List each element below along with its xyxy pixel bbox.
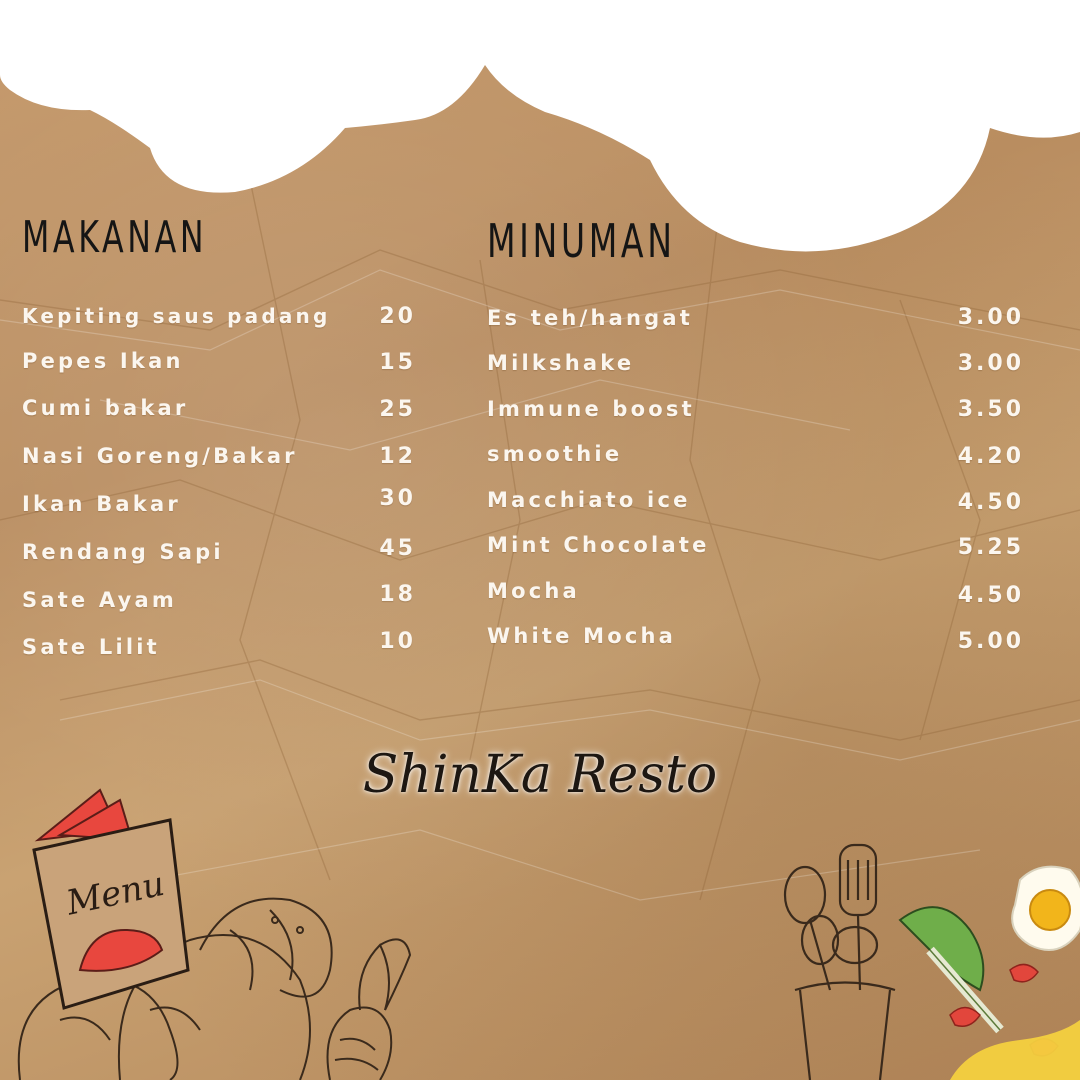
- drink-item-price: 5.25: [957, 535, 1024, 560]
- drink-item-name: Mint Chocolate: [487, 533, 710, 557]
- food-item-price: 12: [379, 444, 416, 469]
- menu-book-icon: [34, 790, 188, 1008]
- drink-item-name: Macchiato ice: [487, 488, 691, 512]
- food-item-name: Rendang Sapi: [22, 540, 224, 564]
- drink-item-price: 3.50: [957, 397, 1024, 422]
- food-item-price: 30: [379, 486, 416, 511]
- kitchen-doodles: [780, 840, 1080, 1080]
- shrimp-icon: [328, 939, 411, 1080]
- drink-item-price: 4.20: [957, 444, 1024, 469]
- bok-choy-icon: [900, 907, 1000, 1030]
- drink-item-price: 4.50: [957, 490, 1024, 515]
- bakery-doodles: [0, 780, 440, 1080]
- minuman-heading: MINUMAN: [487, 214, 676, 268]
- brand-name: ShinKa Resto: [362, 745, 718, 805]
- drink-item-name: smoothie: [487, 442, 623, 466]
- drink-item-name: Immune boost: [487, 397, 695, 421]
- drink-item-price: 3.00: [957, 305, 1024, 330]
- menu-book-label: Menu: [63, 863, 168, 924]
- food-item-name: Kepiting saus padang: [22, 304, 331, 328]
- drink-item-name: Es teh/hangat: [487, 306, 693, 330]
- fried-egg-icon: [1012, 867, 1080, 950]
- food-item-price: 20: [379, 304, 416, 329]
- food-item-price: 25: [379, 397, 416, 422]
- drink-item-price: 3.00: [957, 351, 1024, 376]
- food-item-price: 45: [379, 536, 416, 561]
- drink-item-name: Mocha: [487, 579, 580, 603]
- utensils-jar-icon: [785, 845, 895, 1080]
- drink-item-name: White Mocha: [487, 624, 676, 648]
- food-item-price: 15: [379, 350, 416, 375]
- food-item-name: Sate Lilit: [22, 635, 160, 659]
- food-item-price: 10: [379, 629, 416, 654]
- drink-item-name: Milkshake: [487, 351, 635, 375]
- drink-item-price: 5.00: [957, 629, 1024, 654]
- food-item-name: Nasi Goreng/Bakar: [22, 444, 298, 468]
- food-item-name: Pepes Ikan: [22, 349, 184, 373]
- makanan-heading: MAKANAN: [22, 212, 208, 263]
- food-item-price: 18: [379, 582, 416, 607]
- food-item-name: Sate Ayam: [22, 588, 177, 612]
- food-item-name: Cumi bakar: [22, 396, 189, 420]
- food-item-name: Ikan Bakar: [22, 492, 181, 516]
- drink-item-price: 4.50: [957, 583, 1024, 608]
